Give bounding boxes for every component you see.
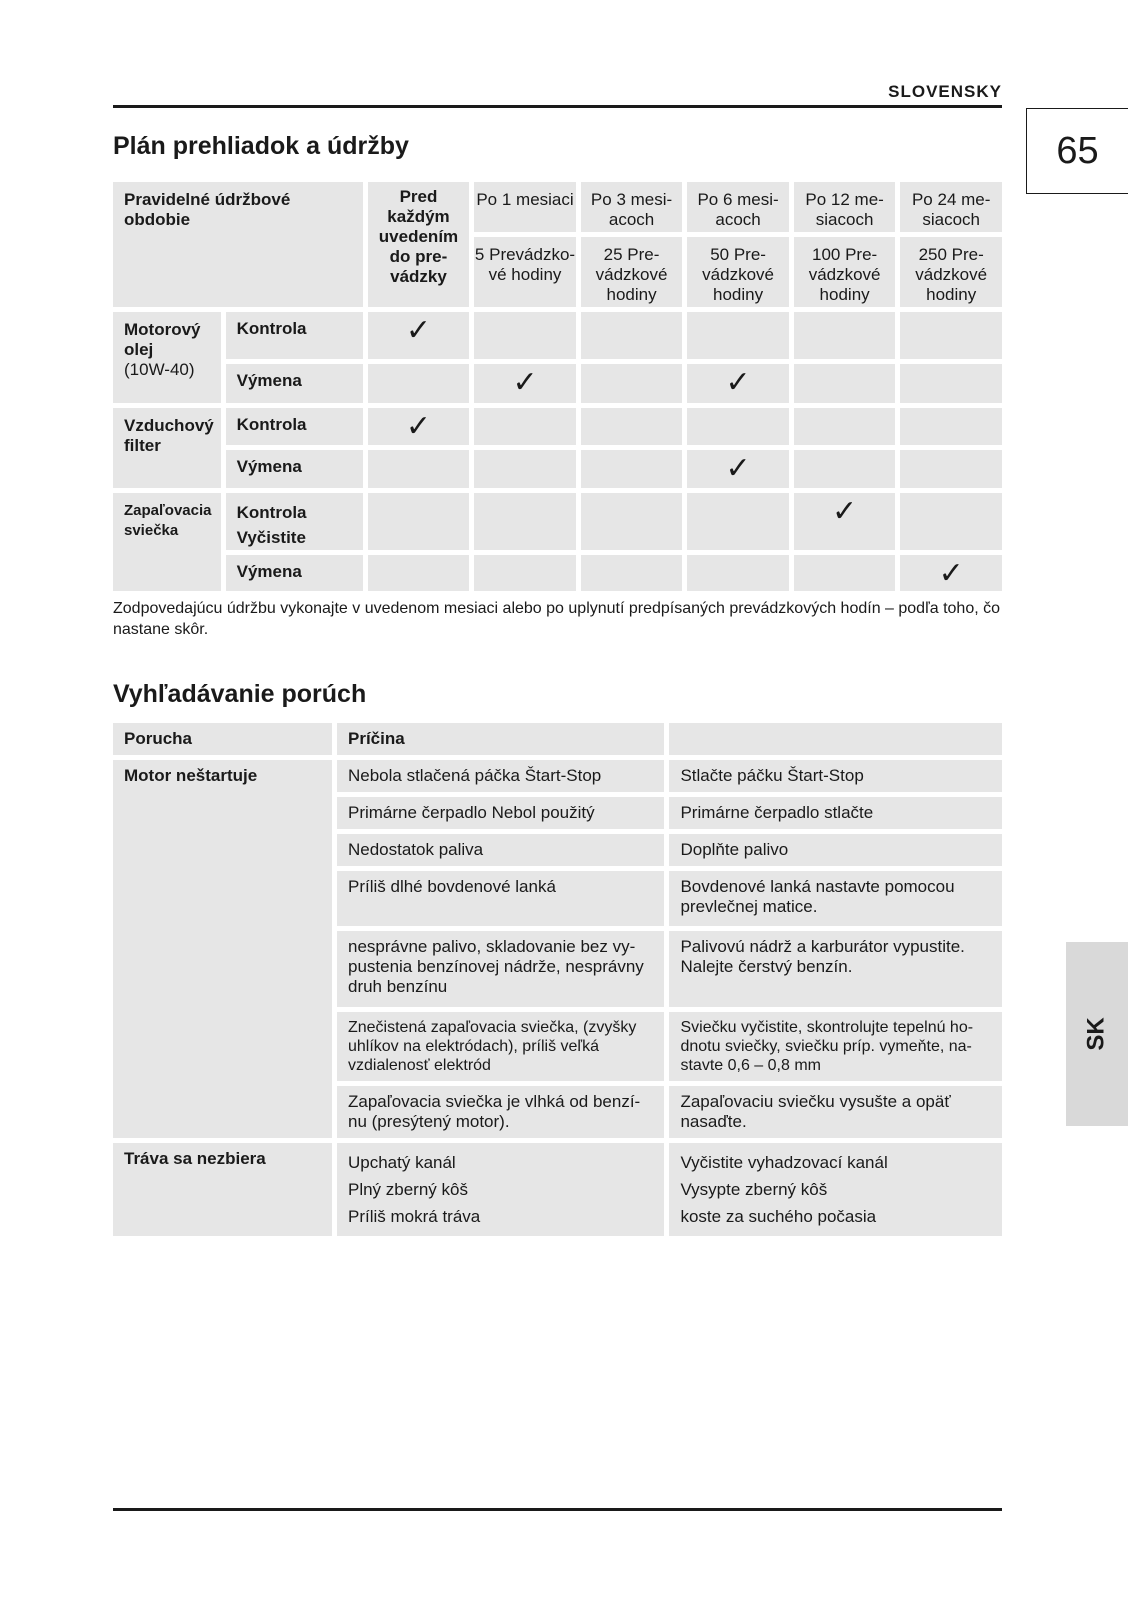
empty-cell [474, 493, 576, 550]
maintenance-title: Plán prehliadok a údržby [113, 132, 409, 160]
hours-header: 50 Pre- vádzkové hodiny [687, 237, 789, 307]
op-label: Vyčistite [236, 528, 306, 547]
empty-cell [474, 408, 576, 445]
empty-cell [900, 312, 1002, 359]
empty-cell [687, 555, 789, 591]
cause-cell: Príliš dlhé bovdenové lanká [337, 871, 664, 926]
cause-cell [337, 1143, 664, 1236]
hours-header: 5 Prevádzko- vé hodiny [474, 237, 576, 307]
hours-header: 25 Pre- vádzkové hodiny [581, 237, 683, 307]
month-header: Po 12 me- siacoch [794, 182, 896, 232]
empty-cell [474, 312, 576, 359]
empty-cell [900, 493, 1002, 550]
empty-cell [368, 364, 470, 403]
empty-cell [687, 408, 789, 445]
remedy-cell [669, 1143, 1002, 1236]
check-mark: ✓ [474, 364, 576, 403]
part-name: Zapaľovacia sviečka [113, 493, 221, 591]
empty-cell [900, 364, 1002, 403]
part-name: Vzduchový filter [113, 408, 221, 488]
fault-label: Tráva sa nezbiera [113, 1143, 332, 1236]
before-use-header: Pred každým uvedením do pre- vádzky [368, 182, 470, 307]
cause-cell: nesprávne palivo, skladovanie bez vy- pustenia benzínovej nádrže, nesprávny druh benzínu [337, 931, 664, 1007]
month-header: Po 3 mesi- acoch [581, 182, 683, 232]
cause-cell: Primárne čerpadlo Nebol použitý [337, 797, 664, 829]
col-fault-header: Porucha [113, 723, 332, 755]
hours-header: 100 Pre- vádzkové hodiny [794, 237, 896, 307]
op-label: Výmena [226, 555, 363, 591]
language-tab [1066, 942, 1128, 1126]
empty-cell [474, 555, 576, 591]
op-label: Výmena [226, 364, 363, 403]
remedy-line: Vyčistite vyhadzovací kanál [680, 1153, 888, 1172]
check-mark: ✓ [794, 493, 896, 550]
check-mark: ✓ [687, 450, 789, 488]
col-cause-header: Príčina [337, 723, 664, 755]
op-label: Výmena [226, 450, 363, 488]
empty-cell [900, 450, 1002, 488]
cause-line: Plný zberný kôš [347, 1180, 468, 1199]
cause-cell: Nebola stlačená páčka Štart-Stop [337, 760, 664, 792]
empty-cell [794, 408, 896, 445]
empty-cell [581, 555, 683, 591]
language-tab-label: SK [1083, 1017, 1110, 1051]
troubleshooting-table [108, 718, 1007, 1241]
maintenance-note: Zodpovedajúcu údržbu vykonajte v uvedenom mesiaci alebo po uplynutí predpísaných prevádzkových hodín – podľa toho, čo nastane skôr. [113, 600, 1001, 638]
cause-cell: Nedostatok paliva [337, 834, 664, 866]
header-language: SLOVENSKY [888, 82, 1002, 101]
remedy-cell: Bovdenové lanká nastavte pomocou prevlečnej matice. [669, 871, 1002, 926]
cause-cell: Zapaľovacia sviečka je vlhká od benzí- nu (presýtený motor). [337, 1086, 664, 1138]
empty-cell [794, 555, 896, 591]
empty-cell [794, 450, 896, 488]
empty-cell [687, 493, 789, 550]
hours-header: 250 Pre- vádzkové hodiny [900, 237, 1002, 307]
check-mark: ✓ [368, 312, 470, 359]
troubleshooting-title: Vyhľadávanie porúch [113, 680, 367, 708]
remedy-cell: Primárne čerpadlo stlačte [669, 797, 1002, 829]
empty-cell [794, 312, 896, 359]
cause-line: Príliš mokrá tráva [347, 1207, 481, 1226]
month-header: Po 6 mesi- acoch [687, 182, 789, 232]
check-mark: ✓ [368, 408, 470, 445]
month-header: Po 24 me- siacoch [900, 182, 1002, 232]
cause-line: Upchatý kanál [347, 1153, 456, 1172]
empty-cell [581, 493, 683, 550]
remedy-cell: Stlačte páčku Štart-Stop [669, 760, 1002, 792]
empty-cell [368, 493, 470, 550]
empty-cell [368, 555, 470, 591]
empty-cell [368, 450, 470, 488]
empty-cell [474, 450, 576, 488]
page-number: 65 [1026, 108, 1128, 194]
empty-cell [581, 450, 683, 488]
empty-cell [581, 312, 683, 359]
op-label: Kontrola [226, 312, 363, 359]
remedy-line: koste za suchého počasia [680, 1207, 877, 1226]
part-motor-oil [113, 312, 221, 403]
check-mark: ✓ [900, 555, 1002, 591]
fault-label: Motor neštartuje [113, 760, 332, 1138]
remedy-cell: Palivovú nádrž a karburátor vypustite. Nalejte čerstvý benzín. [669, 931, 1002, 1007]
remedy-cell: Zapaľovaciu sviečku vysušte a opäť nasaďte. [669, 1086, 1002, 1138]
part-name: Motorový olej [124, 320, 201, 359]
header-rule [113, 105, 1002, 108]
cause-cell: Znečistená zapaľovacia sviečka, (zvyšky uhlíkov na elektródach), príliš veľká vzdialenosť elektród [337, 1012, 664, 1081]
col-remedy-header [669, 723, 1002, 755]
remedy-line: Vysypte zberný kôš [680, 1180, 828, 1199]
month-header: Po 1 mesiaci [474, 182, 576, 232]
op-labels [226, 493, 363, 550]
part-note: (10W-40) [124, 360, 195, 379]
empty-cell [581, 364, 683, 403]
empty-cell [581, 408, 683, 445]
empty-cell [794, 364, 896, 403]
check-mark: ✓ [687, 364, 789, 403]
footer-rule [113, 1508, 1002, 1511]
op-label: Kontrola [236, 503, 307, 522]
maintenance-table [108, 177, 1007, 596]
remedy-cell: Sviečku vyčistite, skontrolujte tepelnú ho- dnotu sviečky, sviečku príp. vymeňte, na- stavte 0,6 – 0,8 mm [669, 1012, 1002, 1081]
remedy-cell: Doplňte palivo [669, 834, 1002, 866]
period-label: Pravidelné údržbové obdobie [113, 182, 363, 307]
empty-cell [687, 312, 789, 359]
op-label: Kontrola [226, 408, 363, 445]
empty-cell [900, 408, 1002, 445]
